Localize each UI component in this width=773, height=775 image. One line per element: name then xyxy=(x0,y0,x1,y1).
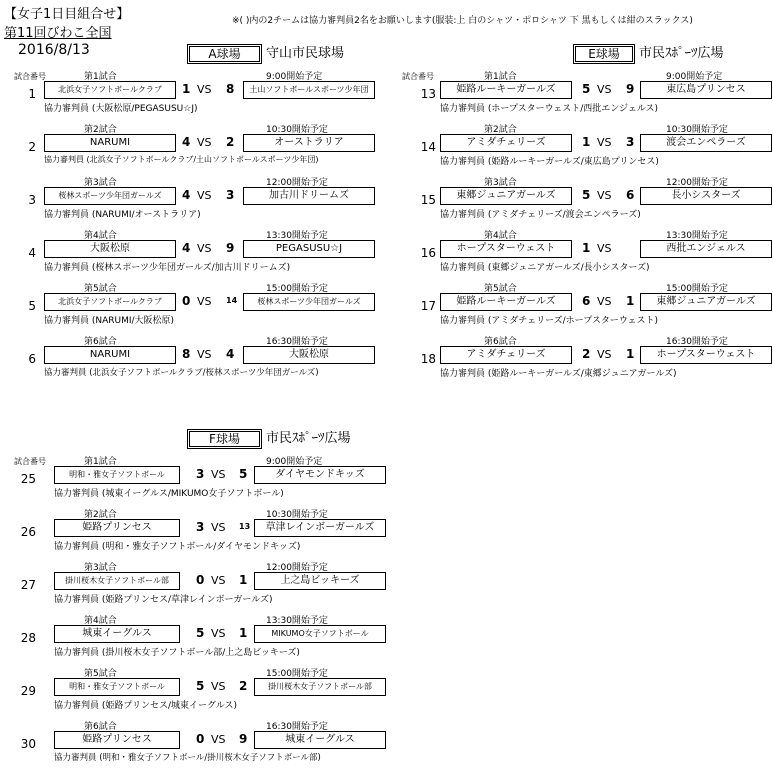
match-row xyxy=(14,281,394,331)
referee-note: 協力審判員 (北浜女子ソフトボールクラブ/桜林スポーツ少年団ガールズ) xyxy=(44,368,319,378)
match-row xyxy=(414,122,772,172)
match-number: 3 xyxy=(28,193,36,207)
score-b: 4 xyxy=(226,347,235,361)
match-label: 第1試合 xyxy=(84,72,117,82)
match-time: 13:30開始予定 xyxy=(266,616,328,626)
match-row xyxy=(14,228,394,278)
match-number: 6 xyxy=(28,352,36,366)
score-b: 9 xyxy=(239,732,248,746)
match-time: 16:30開始予定 xyxy=(266,337,328,347)
team-b: 上之島ビッキーズ xyxy=(254,572,386,590)
match-row xyxy=(14,334,394,384)
match-number: 25 xyxy=(20,472,36,486)
team-a: 姫路プリンセス xyxy=(54,519,180,537)
team-a: 大阪松原 xyxy=(44,240,176,258)
vs-label: VS xyxy=(211,468,226,481)
referee-note: 協力審判員 (姫路ルーキーガールズ/東郷ジュニアガールズ) xyxy=(440,369,677,379)
team-b: ダイヤモンドキッズ xyxy=(254,466,386,484)
team-b: 掛川桜木女子ソフトボール部 xyxy=(254,678,386,696)
score-b: 8 xyxy=(226,82,235,96)
team-b: 長小シスターズ xyxy=(640,187,772,205)
match-number: 4 xyxy=(28,246,36,260)
team-b: 東郷ジュニアガールズ xyxy=(640,293,772,311)
match-number-header: 試合番号 xyxy=(14,457,46,466)
score-a: 3 xyxy=(196,467,205,481)
venue-name: 市民ｽﾎﾟｰﾂ広場 xyxy=(639,46,724,61)
match-label: 第6試合 xyxy=(84,722,117,732)
team-b: ホープスターウェスト xyxy=(640,346,772,364)
vs-label: VS xyxy=(597,136,612,149)
referee-note: 協力審判員 (アミダチェリーズ/ホープスターウェスト) xyxy=(440,316,659,326)
match-row xyxy=(14,69,394,119)
score-b: 1 xyxy=(239,626,248,640)
team-a: アミダチェリーズ xyxy=(440,134,572,152)
score-b: 2 xyxy=(239,679,248,693)
score-a: 0 xyxy=(196,732,205,746)
vs-label: VS xyxy=(197,83,212,96)
match-time: 16:30開始予定 xyxy=(266,722,328,732)
team-b: 桜林スポーツ少年団ガールズ xyxy=(243,293,375,311)
vs-label: VS xyxy=(211,627,226,640)
match-label: 第5試合 xyxy=(84,669,117,679)
vs-label: VS xyxy=(211,521,226,534)
match-number: 28 xyxy=(20,631,36,645)
vs-label: VS xyxy=(211,733,226,746)
match-number: 15 xyxy=(420,193,436,207)
match-number: 30 xyxy=(20,737,36,751)
match-label: 第3試合 xyxy=(84,178,117,188)
match-time: 10:30開始予定 xyxy=(266,125,328,135)
vs-label: VS xyxy=(211,680,226,693)
match-label: 第5試合 xyxy=(84,284,117,294)
score-a: 5 xyxy=(582,82,591,96)
match-time: 15:00開始予定 xyxy=(266,669,328,679)
field-label-box: A球場 xyxy=(187,44,262,64)
score-a: 1 xyxy=(582,241,591,255)
match-number: 2 xyxy=(28,140,36,154)
score-b: 9 xyxy=(226,241,235,255)
referee-note: 協力審判員 (北浜女子ソフトボールクラブ/土山ソフトボールスポーツ少年団) xyxy=(44,155,319,164)
team-b: 土山ソフトボールスポーツ少年団 xyxy=(243,81,375,99)
match-label: 第4試合 xyxy=(84,616,117,626)
match-row xyxy=(14,666,394,716)
team-a: 北浜女子ソフトボールクラブ xyxy=(44,81,176,99)
score-b: 14 xyxy=(226,296,238,305)
document-title: 【女子1日目組合せ】 xyxy=(4,7,130,22)
score-b: 3 xyxy=(626,135,635,149)
match-label: 第6試合 xyxy=(84,337,117,347)
team-a: アミダチェリーズ xyxy=(440,346,572,364)
document-subtitle: 第11回びわこ全国 xyxy=(4,26,112,41)
match-time: 12:00開始予定 xyxy=(666,178,728,188)
match-time: 9:00開始予定 xyxy=(266,72,323,82)
venue-name: 市民ｽﾎﾟｰﾂ広場 xyxy=(266,431,351,446)
match-number: 16 xyxy=(420,246,436,260)
match-row xyxy=(14,175,394,225)
vs-label: VS xyxy=(197,136,212,149)
vs-label: VS xyxy=(597,83,612,96)
match-label: 第4試合 xyxy=(484,231,517,241)
score-a: 5 xyxy=(196,626,205,640)
match-number: 5 xyxy=(28,299,36,313)
vs-label: VS xyxy=(197,242,212,255)
vs-label: VS xyxy=(597,348,612,361)
match-row xyxy=(414,69,772,119)
match-label: 第4試合 xyxy=(84,231,117,241)
team-b: 渡会エンペラーズ xyxy=(640,134,772,152)
match-time: 13:30開始予定 xyxy=(266,231,328,241)
team-b: MIKUMO女子ソフトボール xyxy=(254,625,386,643)
match-number-header: 試合番号 xyxy=(14,72,46,81)
match-time: 9:00開始予定 xyxy=(266,457,323,467)
event-date: 2016/8/13 xyxy=(18,42,90,58)
score-a: 0 xyxy=(196,573,205,587)
match-number: 26 xyxy=(20,525,36,539)
team-a: 姫路プリンセス xyxy=(54,731,180,749)
team-a: ホープスターウェスト xyxy=(440,240,572,258)
match-row xyxy=(14,560,394,610)
score-a: 4 xyxy=(182,188,191,202)
score-a: 5 xyxy=(196,679,205,693)
section-f-field xyxy=(14,429,394,775)
match-time: 13:30開始予定 xyxy=(666,231,728,241)
referee-note: 協力審判員 (桜林スポーツ少年団ガールズ/加古川ドリームズ) xyxy=(44,263,291,273)
score-b: 9 xyxy=(626,82,635,96)
vs-label: VS xyxy=(597,295,612,308)
referee-note: 協力審判員 (東郷ジュニアガールズ/長小シスターズ) xyxy=(440,263,650,273)
match-label: 第2試合 xyxy=(84,510,117,520)
team-b: PEGASUSU☆J xyxy=(243,240,375,258)
referee-note: 協力審判員 (大阪松原/PEGASUSU☆J) xyxy=(44,104,198,114)
referee-note: 協力審判員 (NARUMI/大阪松原) xyxy=(44,316,175,326)
team-a: 桜林スポーツ少年団ガールズ xyxy=(44,187,176,205)
match-number: 14 xyxy=(420,140,436,154)
score-b: 1 xyxy=(239,573,248,587)
team-b: 西批エンジェルス xyxy=(640,240,772,258)
team-b: 大阪松原 xyxy=(243,346,375,364)
match-label: 第2試合 xyxy=(484,125,517,135)
section-a-field xyxy=(14,44,394,378)
match-row xyxy=(14,507,394,557)
match-time: 10:30開始予定 xyxy=(666,125,728,135)
vs-label: VS xyxy=(211,574,226,587)
match-label: 第1試合 xyxy=(484,72,517,82)
match-time: 10:30開始予定 xyxy=(266,510,328,520)
score-b: 1 xyxy=(626,347,635,361)
match-time: 9:00開始予定 xyxy=(666,72,723,82)
match-row xyxy=(414,281,772,331)
team-a: 掛川桜木女子ソフトボール部 xyxy=(54,572,180,590)
team-a: NARUMI xyxy=(44,346,176,364)
score-b: 6 xyxy=(626,188,635,202)
score-a: 3 xyxy=(196,520,205,534)
score-a: 6 xyxy=(582,294,591,308)
match-number-header: 試合番号 xyxy=(402,72,434,81)
match-number: 29 xyxy=(20,684,36,698)
team-b: 東広島プリンセス xyxy=(640,81,772,99)
team-b: 草津レインボーガールズ xyxy=(254,519,386,537)
score-b: 2 xyxy=(226,135,235,149)
referee-note: 協力審判員 (姫路プリンセス/草津レインボーガールズ) xyxy=(54,595,273,605)
match-time: 12:00開始予定 xyxy=(266,178,328,188)
dress-code-note: ※( )内の2チームは協力審判員2名をお願いします(服装:上 白のシャツ・ポロシャツ 下 黒もしくは紺のスラックス) xyxy=(232,16,693,26)
match-row xyxy=(14,613,394,663)
score-a: 2 xyxy=(582,347,591,361)
team-a: 姫路ルーキーガールズ xyxy=(440,81,572,99)
venue-name: 守山市民球場 xyxy=(266,46,345,61)
referee-note: 協力審判員 (城東イーグルス/MIKUMO女子ソフトボール) xyxy=(54,489,284,499)
referee-note: 協力審判員 (姫路プリンセス/城東イーグルス) xyxy=(54,701,238,711)
vs-label: VS xyxy=(597,189,612,202)
match-number: 17 xyxy=(420,299,436,313)
referee-note: 協力審判員 (明和・雅女子ソフトボール/掛川桜木女子ソフトボール部) xyxy=(54,753,321,763)
match-number: 18 xyxy=(420,352,436,366)
match-time: 16:30開始予定 xyxy=(666,337,728,347)
match-number: 27 xyxy=(20,578,36,592)
vs-label: VS xyxy=(197,295,212,308)
score-b: 1 xyxy=(626,294,635,308)
score-a: 8 xyxy=(182,347,191,361)
team-a: 姫路ルーキーガールズ xyxy=(440,293,572,311)
referee-note: 協力審判員 (ホープスターウェスト/西批エンジェルス) xyxy=(440,104,659,114)
score-b: 5 xyxy=(239,467,248,481)
match-row xyxy=(414,228,772,278)
match-label: 第1試合 xyxy=(84,457,117,467)
match-label: 第2試合 xyxy=(84,125,117,135)
match-label: 第5試合 xyxy=(484,284,517,294)
referee-note: 協力審判員 (アミダチェリーズ/渡会エンペラーズ) xyxy=(440,210,641,220)
match-time: 12:00開始予定 xyxy=(266,563,328,573)
score-a: 4 xyxy=(182,135,191,149)
score-a: 5 xyxy=(582,188,591,202)
field-label-box: E球場 xyxy=(573,44,635,64)
match-row xyxy=(14,454,394,504)
match-row xyxy=(14,719,394,769)
match-time: 15:00開始予定 xyxy=(666,284,728,294)
referee-note: 協力審判員 (掛川桜木女子ソフトボール部/上之島ビッキーズ) xyxy=(54,648,300,658)
team-a: 明和・雅女子ソフトボール xyxy=(54,678,180,696)
team-a: 明和・雅女子ソフトボール xyxy=(54,466,180,484)
match-number: 13 xyxy=(420,87,436,101)
team-b: 城東イーグルス xyxy=(254,731,386,749)
match-label: 第3試合 xyxy=(484,178,517,188)
field-label-box: F球場 xyxy=(187,429,262,449)
match-label: 第6試合 xyxy=(484,337,517,347)
team-a: 北浜女子ソフトボールクラブ xyxy=(44,293,176,311)
match-number: 1 xyxy=(28,87,36,101)
score-a: 1 xyxy=(582,135,591,149)
vs-label: VS xyxy=(197,348,212,361)
match-row xyxy=(414,175,772,225)
team-a: 東郷ジュニアガールズ xyxy=(440,187,572,205)
score-a: 0 xyxy=(182,294,191,308)
team-a: 城東イーグルス xyxy=(54,625,180,643)
vs-label: VS xyxy=(197,189,212,202)
referee-note: 協力審判員 (明和・雅女子ソフトボール/ダイヤモンドキッズ) xyxy=(54,542,301,552)
team-b: オーストラリア xyxy=(243,134,375,152)
referee-note: 協力審判員 (NARUMI/オーストラリア) xyxy=(44,210,201,220)
score-a: 1 xyxy=(182,82,191,96)
match-label: 第3試合 xyxy=(84,563,117,573)
match-row xyxy=(14,122,394,172)
match-time: 15:00開始予定 xyxy=(266,284,328,294)
team-b: 加古川ドリームズ xyxy=(243,187,375,205)
vs-label: VS xyxy=(597,242,612,255)
section-e-field xyxy=(396,44,772,379)
score-a: 4 xyxy=(182,241,191,255)
referee-note: 協力審判員 (姫路ルーキーガールズ/東広島プリンセス) xyxy=(440,157,659,167)
score-b: 3 xyxy=(226,188,235,202)
team-a: NARUMI xyxy=(44,134,176,152)
score-b: 13 xyxy=(239,522,251,531)
match-row xyxy=(414,334,772,384)
